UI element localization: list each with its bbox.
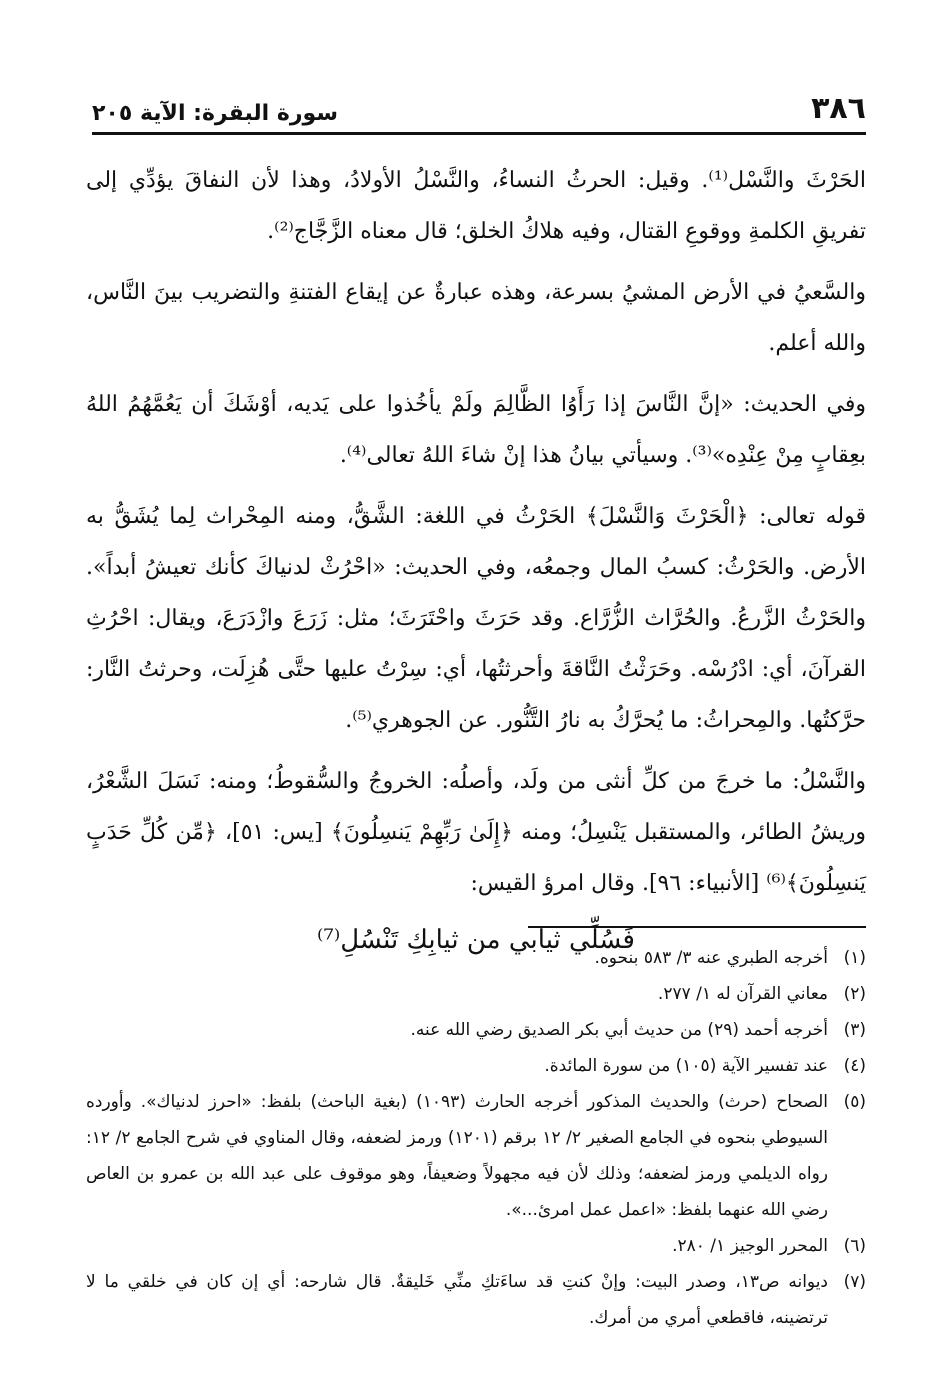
footnote	[86, 1264, 866, 1336]
footnote-number: (٦)	[843, 1236, 866, 1256]
page-number: ٣٨٦	[811, 91, 866, 126]
paragraph: الحَرْثَ والنَّسْل⁽¹⁾. وقيل: الحرثُ النساءُ، والنَّسْلُ الأولادُ، وهذا لأن النفاقَ يؤدِّي إلى تفريقِ الكلمةِ ووقوعِ القتال، وفيه هلاكُ الخلق؛ قال معناه الزَّجَّاج⁽²⁾.	[86, 168, 866, 244]
running-header	[92, 84, 866, 126]
footnotes	[86, 940, 866, 1336]
footnote-divider	[528, 926, 866, 928]
poetry-verse: فَسُلِّي ثيابي من ثيابِكِ تَنْسُلِ⁽⁷⁾	[317, 925, 635, 955]
footnote-number: (٥)	[843, 1092, 866, 1112]
footnote	[86, 1084, 866, 1228]
footnote-number: (١)	[843, 948, 866, 968]
footnote-number: (٧)	[843, 1272, 866, 1292]
footnote-text: أخرجه أحمد (٢٩) من حديث أبي بكر الصديق رضي الله عنه.	[410, 1020, 828, 1040]
paragraph: والسَّعيُ في الأرض المشيُ بسرعة، وهذه عبارةٌ عن إيقاع الفتنةِ والتضريب بينَ النَّاس، والله أعلم.	[86, 280, 866, 356]
paragraph: والنَّسْلُ: ما خرجَ من كلِّ أنثى من ولَد، وأصلُه: الخروجُ والسُّقوطُ؛ ومنه: نَسَلَ الشَّعْرُ، وريشُ الطائر، والمستقبل يَنْسِلُ؛ ومنه ﴿إِلَىٰ رَبِّهِمْ يَنسِلُونَ﴾ [يس: ٥١]، ﴿مِّن كُلِّ حَدَبٍ يَنسِلُونَ﴾⁽⁶⁾ [الأنبياء: ٩٦]. وقال امرؤ القيس:	[86, 769, 866, 896]
header-divider	[92, 132, 866, 135]
footnote	[86, 1048, 866, 1084]
footnote-number: (٤)	[843, 1056, 866, 1076]
footnote	[86, 1228, 866, 1264]
paragraph: قوله تعالى: ﴿الْحَرْثَ وَالنَّسْلَ﴾ الحَرْثُ في اللغة: الشَّقُّ، ومنه المِحْراث لِما يُشَقُّ به الأرض. والحَرْثُ: كسبُ المال وجمعُه، وفي الحديث: «احْرُثْ لدنياكَ كأنك تعيشُ أبداً». والحَرْثُ الزَّرعُ. والحُرَّاث الزُّرَّاع. وقد حَرَثَ واحْتَرَثَ؛ مثل: زَرَعَ وازْدَرَعَ، ويقال: احْرُثِ القرآنَ، أي: ادْرُسْه. وحَرَثْتُ النَّاقةَ وأحرثتُها، أي: سِرْتُ عليها حتَّى هُزِلَت، وحرثتُ النَّار: حرَّكتُها. والمِحراثُ: ما يُحرَّكُ به نارُ التَّنُّور. عن الجوهري⁽⁵⁾.	[86, 504, 866, 733]
surah-title: سورة البقرة: الآية ٢٠٥	[92, 101, 338, 126]
footnote-text: معاني القرآن له ١/ ٢٧٧.	[657, 984, 828, 1004]
footnote-text: الصحاح (حرث) والحديث المذكور أخرجه الحارث (١٠٩٣) (بغية الباحث) بلفظ: «احرز لدنياك». وأورده السيوطي بنحوه في الجامع الصغير ٢/ ١٢ برقم (١٢٠١) ورمز لضعفه، وقال المناوي في شرح الجامع ٢/ ١٢: رواه الديلمي ورمز لضعفه؛ وذلك لأن فيه مجهولاً وضعيفاً، وهو موقوف على عبد الله بن عمرو بن العاص رضي الله عنهما بلفظ: «اعمل عمل امرئ...».	[86, 1092, 828, 1220]
footnote-text: ديوانه ص١٣، وصدر البيت: وإنْ كنتِ قد ساءَتكِ منِّي خَليقةٌ. قال شارحه: أي إن كان في خلقي ما لا ترتضينه، فاقطعي أمري من أمرك.	[86, 1272, 829, 1328]
footnote	[86, 976, 866, 1012]
footnote	[86, 940, 866, 976]
footnote-text: أخرجه الطبري عنه ٣/ ٥٨٣ بنحوه.	[594, 948, 828, 968]
footnote-number: (٣)	[843, 1020, 866, 1040]
paragraph: وفي الحديث: «إنَّ النَّاسَ إذا رَأَوُا الظَّالِمَ ولَمْ يأخُذوا على يَديه، أوْشَكَ أن يَعُمَّهُمُ اللهُ بعِقابٍ مِنْ عِنْدِه»⁽³⁾. وسيأتي بيانُ هذا إنْ شاءَ اللهُ تعالى⁽⁴⁾.	[86, 392, 866, 468]
footnote-number: (٢)	[843, 984, 866, 1004]
main-text	[86, 155, 866, 966]
footnote	[86, 1012, 866, 1048]
footnote-text: عند تفسير الآية (١٠٥) من سورة المائدة.	[544, 1056, 828, 1076]
footnote-text: المحرر الوجيز ١/ ٢٨٠.	[672, 1236, 828, 1256]
